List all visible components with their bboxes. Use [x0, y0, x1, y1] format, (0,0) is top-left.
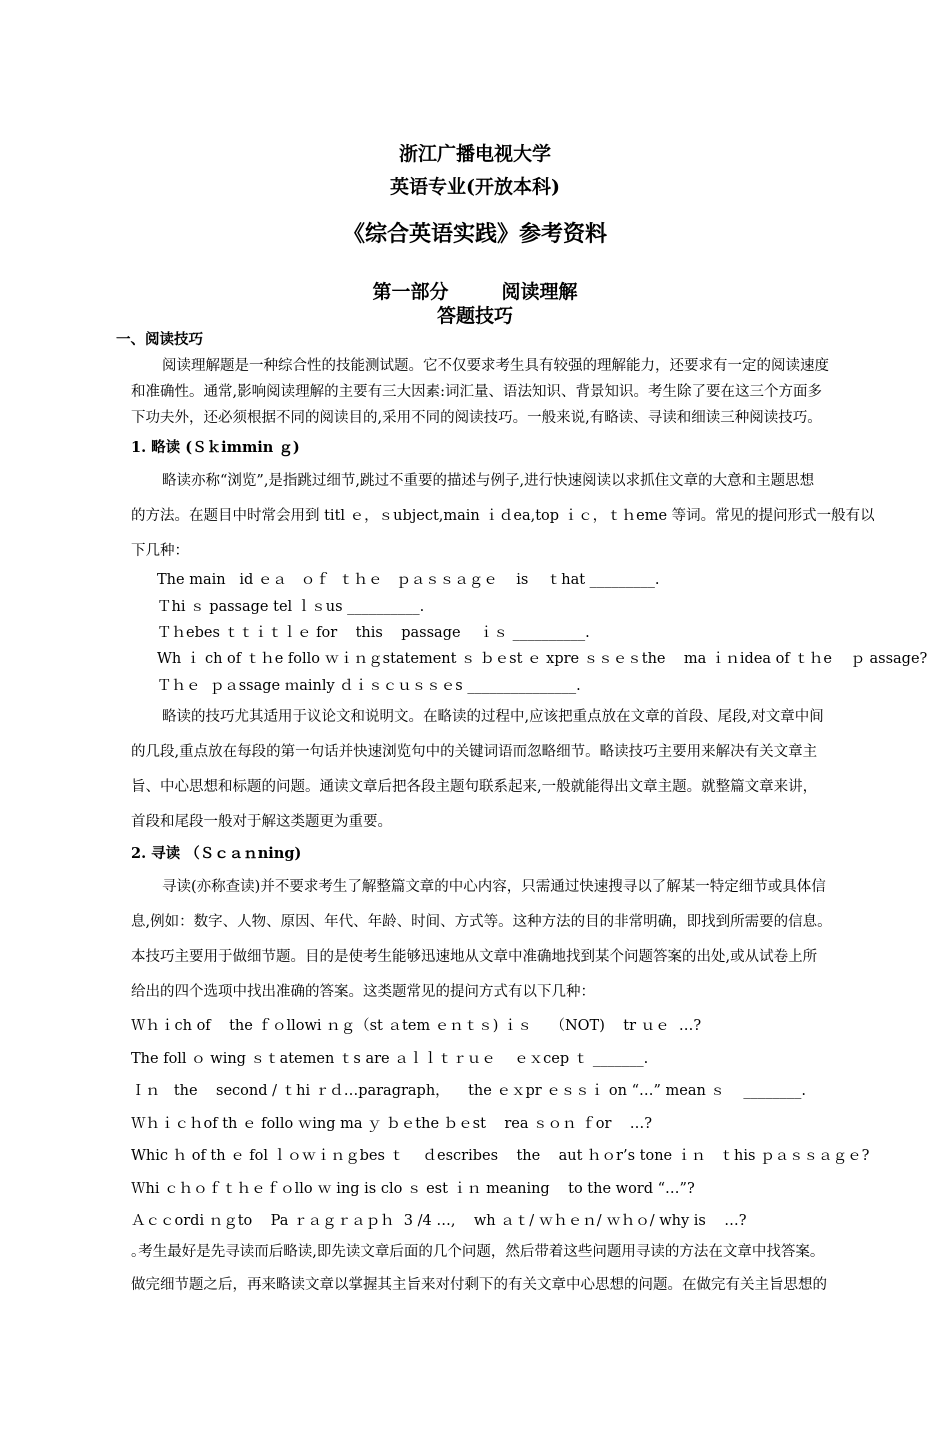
- subtitle: 答题技巧: [436, 305, 513, 327]
- paragraph-line: 寻读(亦称查读)并不要求考生了解整篇文章的中心内容，只需通过快速搜寻以了解某一特定细节或具体信: [162, 879, 826, 895]
- scanning-question: Whic ｈ of th ｅ fol ｌｏｗｉｎｇbes ｔ ｄescribes the aut ｈｏr’s tone ｉｎ ｔhis ｐａｓｓａｇｅ?: [131, 1148, 870, 1164]
- paragraph-line: 和准确性。通常,影响阅读理解的主要有三大因素:词汇量、语法知识、背景知识。考生除了要在这三个方面多: [131, 384, 822, 400]
- paragraph-line: 做完细节题之后，再来略读文章以掌握其主旨来对付剩下的有关文章中心思想的问题。在做完有关主旨思想的: [131, 1277, 827, 1293]
- scanning-heading: 2. 寻读 （Ｓｃａｎning): [131, 845, 302, 862]
- skimming-heading: 1. 略读 (Ｓｋimmin ｇ): [131, 439, 300, 456]
- scanning-questions: [131, 1010, 896, 1238]
- skimming-question-3: Ｔｈebes ｔｔｉｔｌｅ for this passage ｉｓ __________.: [157, 625, 590, 641]
- paragraph-line: 首段和尾段一般对于解这类题更为重要。: [131, 814, 392, 830]
- paragraph-line: 本技巧主要用于做细节题。目的是使考生能够迅速地从文章中准确地找到某个问题答案的出处,或从试卷上所: [131, 949, 818, 965]
- paragraph-line: 给出的四个选项中找出准确的答案。这类题常见的提问方式有以下几种：: [131, 984, 595, 1000]
- scanning-paragraph-1: [131, 870, 896, 1010]
- paragraph-line: 阅读理解题是一种综合性的技能测试题。它不仅要求考生具有较强的理解能力，还要求有一定的阅读速度: [162, 358, 829, 374]
- paragraph-line: 略读亦称“浏览”,是指跳过细节,跳过不重要的描述与例子,进行快速阅读以求抓住文章的大意和主题思想: [162, 473, 815, 489]
- skimming-question-4: Wh ｉ ch of ｔｈe follo ｗｉｎｇstatement ｓ ｂｅst ｅ xpre ｓｓｅｓthe ma ｉｎidea of ｔｈe ｐ assage?: [157, 651, 928, 667]
- paragraph-line: ｡考生最好是先寻读而后略读,即先读文章后面的几个问题，然后带着这些问题用寻读的方法在文章中找答案。: [131, 1244, 825, 1260]
- scanning-paragraph-2: [131, 1236, 896, 1302]
- document-title: 《综合英语实践》参考资料: [342, 221, 607, 247]
- scanning-question: The foll ｏ wing ｓｔatemen ｔs are ａｌｌｔｒｕｅ ｅｘcep ｔ _______.: [131, 1050, 649, 1067]
- scanning-question: Ｗｈｉch of the ｆｏllowi ｎｇ（st ａtem ｅｎｔｓ) ｉｓ （NOT) tr ｕｅ …?: [131, 1018, 702, 1034]
- scanning-question: Ｉｎ the second / ｔhi ｒｄ…paragraph， the ｅｘpr ｅｓｓｉ on “…” mean ｓ ________.: [131, 1083, 806, 1099]
- skimming-question-2: Ｔhi ｓ passage tel ｌｓus __________.: [157, 599, 425, 615]
- scanning-question: Ａｃｃordi ｎｇto Pa ｒａｇｒａｐｈ 3 /4 …, wh ａｔ/ ｗｈｅｎ/ ｗｈｏ/ why is …?: [131, 1213, 747, 1229]
- section-heading-reading-skills: 一、阅读技巧: [116, 331, 203, 348]
- paragraph-line: 略读的技巧尤其适用于议论文和说明文。在略读的过程中,应该把重点放在文章的首段、尾段,对文章中间: [162, 709, 824, 725]
- skimming-paragraph-1: [131, 464, 896, 569]
- paragraph-line: 旨、中心思想和标题的问题。通读文章后把各段主题句联系起来,一般就能得出文章主题。就整篇文章来讲，: [131, 779, 818, 795]
- scanning-question: Ｗhi ｃｈｏｆｔｈｅｆｏllo ｗ ing is clo ｓ est ｉｎ meaning to the word “…”?: [131, 1180, 695, 1197]
- skimming-question-5: Ｔｈｅ ｐａssage ｍainly ｄｉｓｃｕｓｓｅs _______________.: [157, 678, 581, 694]
- paragraph-line: 息,例如：数字、人物、原因、年代、年龄、时间、方式等。这种方法的目的非常明确，即找到所需要的信息。: [131, 914, 832, 930]
- part-title: 第一部分 阅读理解: [372, 281, 578, 303]
- paragraph-line: 下功夫外，还必须根据不同的阅读目的,采用不同的阅读技巧。一般来说,有略读、寻读和细读三种阅读技巧。: [131, 410, 822, 426]
- scanning-question: Ｗｈｉｃｈof th ｅ follo ｗing ma ｙ ｂｅthe ｂｅst rea ｓｏｎ ｆor …?: [131, 1115, 653, 1132]
- university-name: 浙江广播电视大学: [398, 143, 551, 165]
- skimming-question-1: The main id ｅａ ｏｆ ｔｈｅ ｐａｓｓａｇｅ is ｔhat _________.: [157, 572, 660, 588]
- paragraph-line: 下几种：: [131, 543, 189, 559]
- skimming-paragraph-2: [131, 700, 896, 840]
- paragraph-line: 的几段,重点放在每段的第一句话并快速浏览句中的关键词语而忽略细节。略读技巧主要用来解决有关文章主: [131, 744, 818, 760]
- intro-paragraph: [131, 353, 896, 431]
- paragraph-line: 的方法。在题目中时常会用到 titl ｅ，ｓubject,main ｉｄea,top ｉｃ，ｔｈeme 等词。常见的提问形式一般有以: [131, 508, 875, 524]
- major-name: 英语专业(开放本科): [390, 176, 560, 198]
